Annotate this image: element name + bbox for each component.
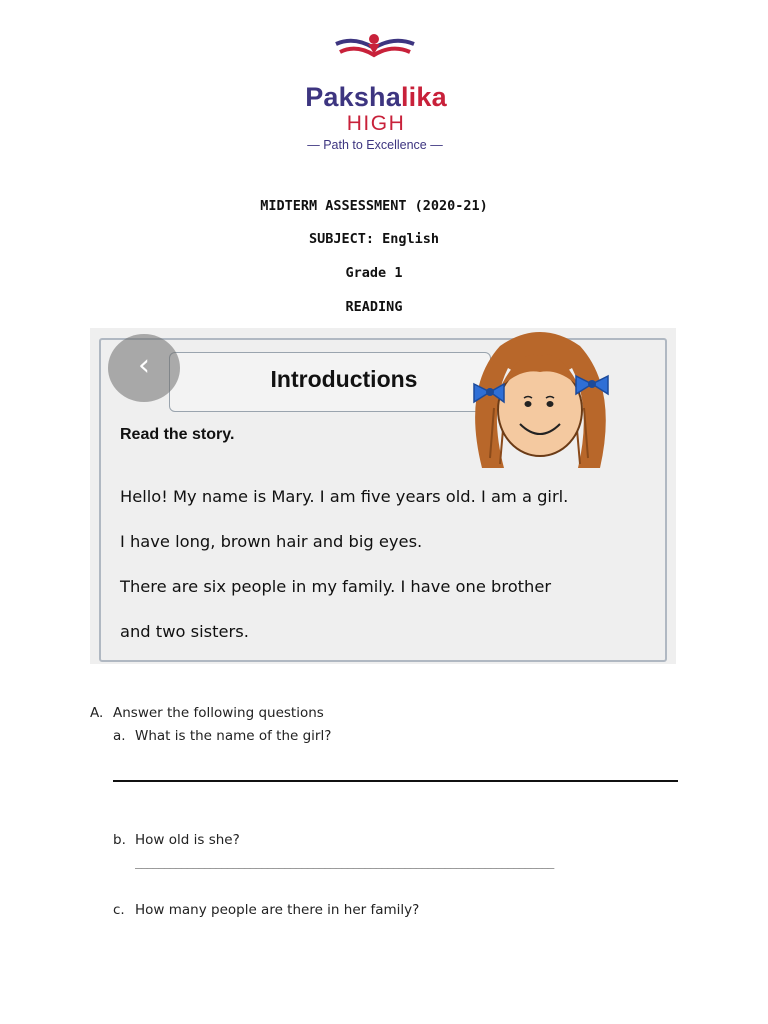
subject-line: SUBJECT: English [308, 231, 440, 247]
answer-line-b[interactable]: _________________________________________________________________________ [135, 855, 553, 869]
worksheet-title: Introductions [270, 366, 418, 392]
previous-button[interactable] [108, 334, 180, 402]
answer-line-a[interactable] [113, 780, 678, 782]
logo-subname: HIGH [346, 112, 406, 135]
book-logo-icon [330, 30, 420, 70]
chevron-left-icon: ‹ [138, 348, 150, 383]
logo-name-part2: lika [400, 82, 447, 112]
logo-name-part1: Paksha [305, 82, 401, 112]
logo-name [296, 82, 456, 113]
logo-tagline: — Path to Excellence — [307, 138, 443, 152]
section-title: READING [345, 299, 403, 315]
exam-title: MIDTERM ASSESSMENT (2020-21) [260, 198, 488, 214]
question-c-label: c. [113, 902, 125, 918]
section-label: A. [90, 705, 104, 721]
story-line: There are six people in my family. I have one brother [120, 577, 552, 597]
question-c-text: How many people are there in her family? [135, 902, 420, 918]
question-a-text: What is the name of the girl? [135, 728, 332, 744]
story-line: Hello! My name is Mary. I am five years old. I am a girl. [120, 487, 569, 507]
question-b-label: b. [113, 832, 126, 848]
reading-worksheet-image [90, 328, 676, 664]
question-a-label: a. [113, 728, 126, 744]
school-logo [280, 26, 470, 152]
story-text [120, 464, 660, 664]
story-instruction: Read the story. [120, 426, 235, 443]
story-line: I have long, brown hair and big eyes. [120, 532, 423, 552]
story-line: and two sisters. [120, 621, 249, 641]
girl-illustration-icon [460, 328, 620, 478]
question-b-text: How old is she? [135, 832, 240, 848]
section-instruction: Answer the following questions [113, 705, 324, 721]
grade-line: Grade 1 [345, 265, 403, 281]
